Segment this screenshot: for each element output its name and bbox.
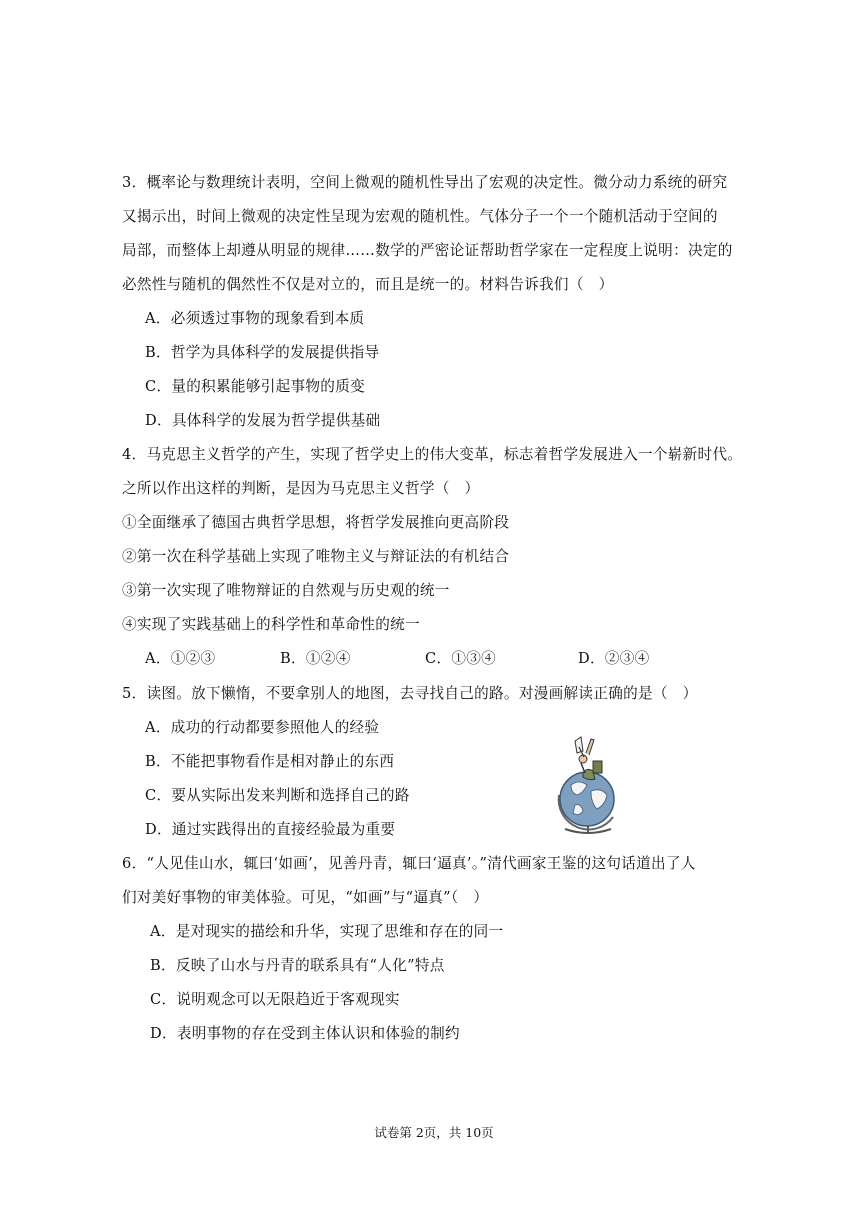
cartoon-globe-image <box>553 733 623 835</box>
question-5-option-b: B．不能把事物看作是相对静止的东西 <box>145 753 395 770</box>
question-3-option-b: B．哲学为具体科学的发展提供指导 <box>145 344 380 361</box>
question-6-option-b: B．反映了山水与丹青的联系具有“人化”特点 <box>150 957 445 974</box>
question-3-stem-line: 3．概率论与数理统计表明，空间上微观的随机性导出了宏观的决定性。微分动力系统的研究 <box>122 174 728 191</box>
question-4-stem-line: 之所以作出这样的判断，是因为马克思主义哲学（ ） <box>122 480 480 497</box>
question-4-options <box>145 649 705 669</box>
question-3-option-c: C．量的积累能够引起事物的质变 <box>145 378 365 395</box>
question-4-option-c: C．①③④ <box>425 650 497 667</box>
question-3-stem-line: 局部，而整体上却遵从明显的规律……数学的严密论证帮助哲学家在一定程度上说明：决定的 <box>122 242 733 259</box>
question-5-option-d: D．通过实践得出的直接经验最为重要 <box>145 821 396 838</box>
question-3-stem-line: 又揭示出，时间上微观的决定性呈现为宏观的随机性。气体分子一个一个随机活动于空间的 <box>122 208 718 225</box>
question-4-item-1: ①全面继承了德国古典哲学思想，将哲学发展推向更高阶段 <box>122 514 510 531</box>
question-3-stem-line: 必然性与随机的偶然性不仅是对立的，而且是统一的。材料告诉我们（ ） <box>122 276 614 293</box>
question-4-option-d: D．②③④ <box>578 650 650 667</box>
question-4-item-4: ④实现了实践基础上的科学性和革命性的统一 <box>122 616 420 633</box>
question-3-option-d: D．具体科学的发展为哲学提供基础 <box>145 412 381 429</box>
question-6-stem-line: 6．“人见佳山水，辄曰‘如画’，见善丹青，辄曰‘逼真’。”清代画家王鉴的这句话道出了人 <box>122 855 696 872</box>
page-footer: 试卷第 2页，共 10页 <box>374 1125 494 1140</box>
question-5-option-a: A．成功的行动都要参照他人的经验 <box>145 719 380 736</box>
question-6-option-a: A．是对现实的描绘和升华，实现了思维和存在的同一 <box>150 923 504 940</box>
question-5-option-c: C．要从实际出发来判断和选择自己的路 <box>145 787 410 804</box>
question-6-option-c: C．说明观念可以无限趋近于客观现实 <box>150 991 400 1008</box>
question-4-option-b: B．①②④ <box>280 650 351 667</box>
question-3-option-a: A．必须透过事物的现象看到本质 <box>145 310 365 327</box>
question-5-stem-line: 5．读图。放下懒惰，不要拿别人的地图，去寻找自己的路。对漫画解读正确的是（ ） <box>122 685 698 702</box>
question-4-option-a: A．①②③ <box>145 650 216 667</box>
question-4-stem-line: 4．马克思主义哲学的产生，实现了哲学史上的伟大变革，标志着哲学发展进入一个崭新时代。 <box>122 446 743 463</box>
question-6-option-d: D．表明事物的存在受到主体认识和体验的制约 <box>150 1025 460 1042</box>
question-6-stem-line: 们对美好事物的审美体验。可见，“如画”与“逼真”（ ） <box>122 889 489 906</box>
question-4-item-3: ③第一次实现了唯物辩证的自然观与历史观的统一 <box>122 582 450 599</box>
question-4-item-2: ②第一次在科学基础上实现了唯物主义与辩证法的有机结合 <box>122 548 510 565</box>
